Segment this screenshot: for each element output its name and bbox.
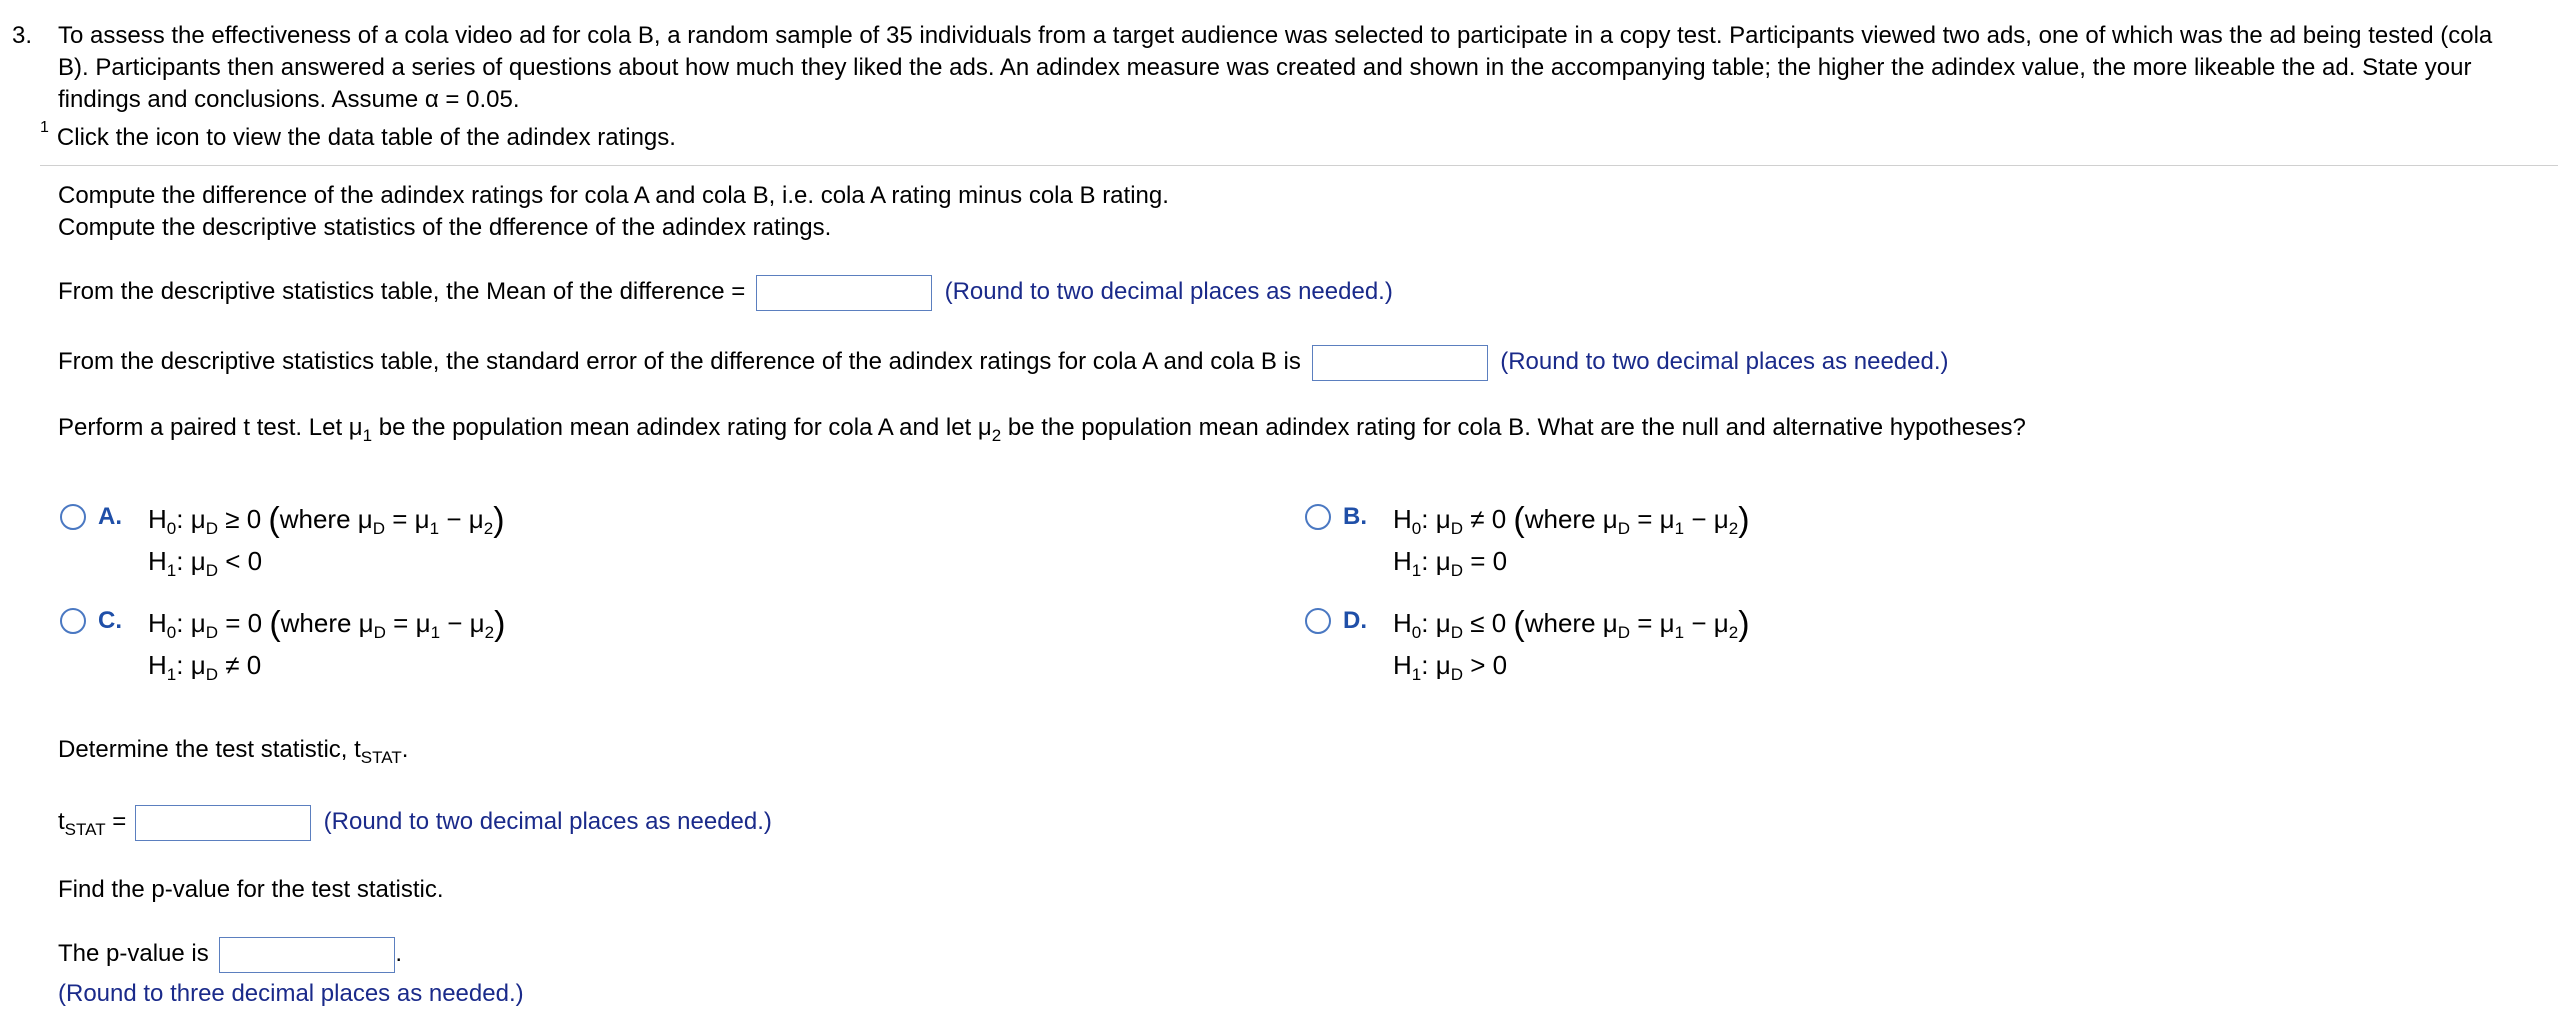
tstat-label-subscript: STAT bbox=[64, 820, 106, 839]
pvalue-row bbox=[58, 934, 402, 974]
option-label: D. bbox=[1343, 607, 1367, 634]
pvalue-end: . bbox=[395, 940, 403, 967]
tstat-hint: (Round to two decimal places as needed.) bbox=[323, 808, 772, 835]
tstat-prompt-text: Determine the test statistic, t bbox=[58, 736, 361, 763]
se-hint: (Round to two decimal places as needed.) bbox=[1500, 348, 1949, 375]
tstat-row bbox=[58, 802, 772, 844]
mean-answer-input[interactable] bbox=[756, 275, 932, 311]
null-relation: ≤ 0 bbox=[1470, 608, 1507, 638]
alt-relation: > 0 bbox=[1470, 650, 1508, 680]
option-label: C. bbox=[98, 607, 122, 634]
paired-text-2: be the population mean adindex rating for cola A and let μ bbox=[372, 414, 992, 441]
alt-relation: ≠ 0 bbox=[225, 650, 262, 680]
paired-test-prompt bbox=[58, 412, 2026, 446]
tstat-prompt bbox=[58, 734, 408, 768]
instruction-line-2: Compute the descriptive statistics of the dfference of the adindex ratings. bbox=[58, 214, 832, 241]
alt-relation: = 0 bbox=[1470, 546, 1508, 576]
tstat-label-eq: = bbox=[105, 808, 127, 835]
alt-relation: < 0 bbox=[225, 546, 263, 576]
mean-hint: (Round to two decimal places as needed.) bbox=[944, 278, 1393, 305]
option-label: B. bbox=[1343, 503, 1367, 530]
radio-button[interactable] bbox=[60, 608, 86, 634]
radio-button[interactable] bbox=[1305, 608, 1331, 634]
question-text: To assess the effectiveness of a cola video ad for cola B, a random sample of 35 individuals from a target audience was selected to participate in a copy test. Participants viewed two ads, one of which was the ad being tested (cola B). Participants then answered a series of questions about how much they liked the ads. An adindex measure was created and shown in the accompanying table; the higher the adindex value, the more likeable the ad. State your findings and conclusions. Assume α = 0.05. bbox=[58, 22, 2493, 113]
option-label: A. bbox=[98, 503, 122, 530]
null-hypothesis: $H_0$: $\mu_D \ne 0$ (where $\mu_D = \mu_1 - \mu_2$) bbox=[1393, 501, 1750, 539]
se-answer-input[interactable] bbox=[1312, 345, 1488, 381]
alternative-hypothesis: $H_1$: $\mu_D = 0$ bbox=[1393, 546, 1508, 580]
pvalue-prompt: Find the p-value for the test statistic. bbox=[58, 876, 444, 903]
mean-label: From the descriptive statistics table, the Mean of the difference = bbox=[58, 278, 746, 305]
se-row bbox=[58, 342, 1949, 382]
paired-text-1: Perform a paired t test. Let μ bbox=[58, 414, 363, 441]
footnote-mark: 1 bbox=[40, 119, 49, 136]
alternative-hypothesis: $H_1$: $\mu_D < 0$ bbox=[148, 546, 263, 580]
pvalue-hint: (Round to three decimal places as needed.) bbox=[58, 980, 524, 1007]
tstat-label: t bbox=[58, 808, 65, 835]
option-a[interactable] bbox=[60, 498, 505, 584]
null-hypothesis: $H_0$: $\mu_D \le 0$ (where $\mu_D = \mu_1 - \mu_2$) bbox=[1393, 605, 1750, 643]
null-relation: ≠ 0 bbox=[1470, 504, 1507, 534]
mean-row bbox=[58, 272, 1393, 312]
option-b[interactable] bbox=[1305, 498, 1750, 584]
null-hypothesis: $H_0$: $\mu_D \ge 0$ (where $\mu_D = \mu_1 - \mu_2$) bbox=[148, 501, 505, 539]
null-relation: = 0 bbox=[225, 608, 263, 638]
divider bbox=[40, 165, 2558, 166]
alternative-hypothesis: $H_1$: $\mu_D \ne 0$ bbox=[148, 650, 262, 684]
se-label: From the descriptive statistics table, the standard error of the difference of the adindex ratings for cola A and cola B is bbox=[58, 348, 1301, 375]
question-number: 3. bbox=[12, 22, 33, 49]
pvalue-answer-input[interactable] bbox=[219, 937, 395, 973]
tstat-prompt-end: . bbox=[401, 736, 409, 763]
mu2-subscript: 2 bbox=[991, 426, 1002, 445]
footnote[interactable] bbox=[40, 116, 676, 154]
null-hypothesis: $H_0$: $\mu_D = 0$ (where $\mu_D = \mu_1 - \mu_2$) bbox=[148, 605, 506, 643]
radio-button[interactable] bbox=[60, 504, 86, 530]
option-c[interactable] bbox=[60, 602, 505, 688]
footnote-text: Click the icon to view the data table of the adindex ratings. bbox=[56, 124, 676, 151]
radio-button[interactable] bbox=[1305, 504, 1331, 530]
alternative-hypothesis: $H_1$: $\mu_D > 0$ bbox=[1393, 650, 1508, 684]
tstat-prompt-subscript: STAT bbox=[360, 748, 402, 767]
option-d[interactable] bbox=[1305, 602, 1750, 688]
tstat-answer-input[interactable] bbox=[135, 805, 311, 841]
pvalue-label: The p-value is bbox=[58, 940, 209, 967]
null-relation: ≥ 0 bbox=[225, 504, 262, 534]
instruction-line-1: Compute the difference of the adindex ratings for cola A and cola B, i.e. cola A rating minus cola B rating. bbox=[58, 182, 1169, 209]
mu1-subscript: 1 bbox=[362, 426, 373, 445]
paired-text-3: be the population mean adindex rating for cola B. What are the null and alternative hypotheses? bbox=[1001, 414, 2026, 441]
